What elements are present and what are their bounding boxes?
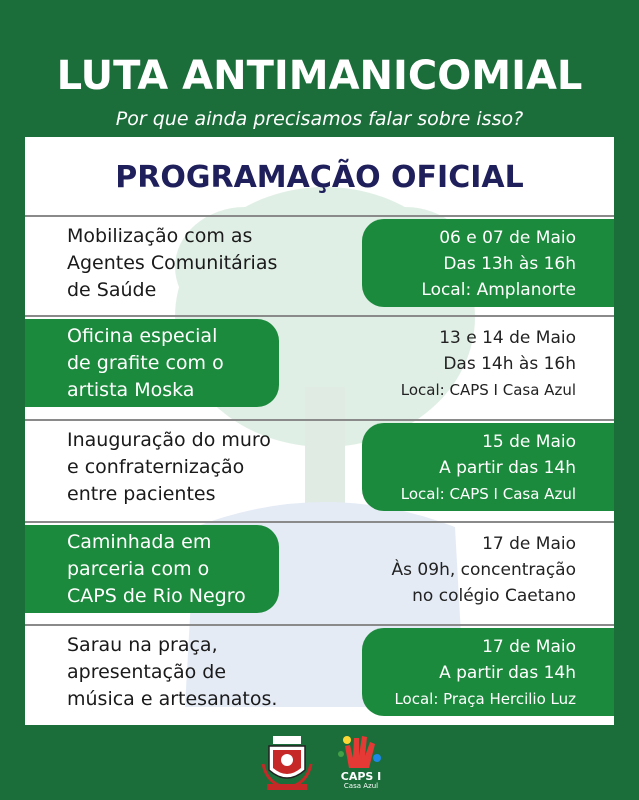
event-info <box>316 325 576 403</box>
event-date: 13 e 14 de Maio <box>439 328 576 348</box>
event-location: Local: Amplanorte <box>421 280 576 300</box>
caps-hand-logo-icon <box>333 732 389 770</box>
row-divider <box>25 215 614 217</box>
event-description: Inauguração do muro e confraternização entre pacientes <box>67 429 271 505</box>
row-divider <box>25 521 614 523</box>
event-time: Às 09h, concentração <box>391 560 576 580</box>
event-time: A partir das 14h <box>439 458 576 478</box>
event-location: no colégio Caetano <box>412 586 576 606</box>
municipal-coat-of-arms-icon <box>261 734 313 792</box>
event-info <box>316 429 576 507</box>
event-description: Caminhada em parceria com o CAPS de Rio Negro <box>67 531 246 607</box>
event-row <box>25 215 614 315</box>
event-date: 17 de Maio <box>482 534 576 554</box>
event-date: 15 de Maio <box>482 432 576 452</box>
event-info <box>316 531 576 609</box>
row-divider <box>25 419 614 421</box>
event-row <box>25 315 614 415</box>
event-description: Sarau na praça, apresentação de música e artesanatos. <box>67 634 278 710</box>
event-location: Local: CAPS I Casa Azul <box>400 485 576 503</box>
poster-header <box>25 24 614 136</box>
caps-subtitle: Casa Azul <box>343 782 379 790</box>
event-time: A partir das 14h <box>439 663 576 683</box>
section-title: PROGRAMAÇÃO OFICIAL <box>115 160 524 195</box>
event-description: Mobilização com as Agentes Comunitárias de Saúde <box>67 225 278 301</box>
event-row <box>25 521 614 621</box>
row-divider <box>25 315 614 317</box>
event-time: Das 14h às 16h <box>443 354 576 374</box>
schedule-card <box>25 137 614 725</box>
poster-subtitle: Por que ainda precisamos falar sobre isso? <box>115 108 524 130</box>
event-row <box>25 419 614 519</box>
event-time: Das 13h às 16h <box>443 254 576 274</box>
caps-name: CAPS I <box>340 770 382 783</box>
event-date: 17 de Maio <box>482 637 576 657</box>
event-location: Local: Praça Hercilio Luz <box>394 690 576 708</box>
caps-logo <box>333 732 389 792</box>
event-date: 06 e 07 de Maio <box>439 228 576 248</box>
row-divider <box>25 624 614 626</box>
event-description: Oficina especial de grafite com o artista Moska <box>67 325 224 401</box>
poster-title: LUTA ANTIMANICOMIAL <box>56 53 583 99</box>
event-info <box>316 634 576 712</box>
event-location: Local: CAPS I Casa Azul <box>400 381 576 399</box>
logo-panel <box>237 726 402 800</box>
event-info <box>316 225 576 303</box>
event-row <box>25 624 614 724</box>
